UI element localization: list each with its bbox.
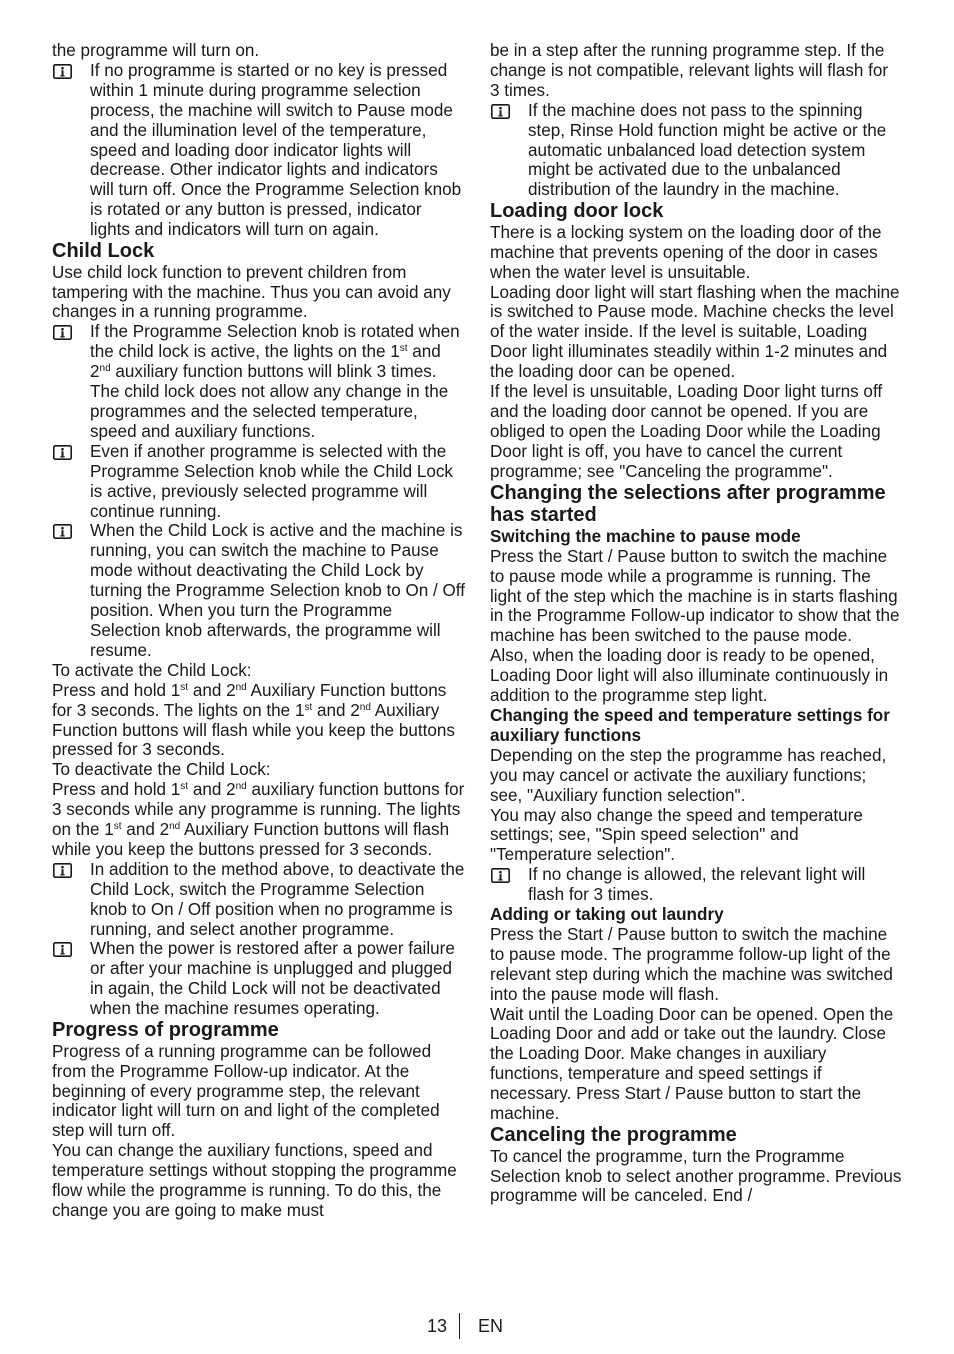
- info-note: [52, 860, 466, 940]
- info-icon: [53, 863, 72, 878]
- note-text: When the Child Lock is active and the machine is running, you can switch the machine to Pause mode without deactivating the Child Lock by turning the Programme Selection knob to On / Off position. When you turn the Programme Selection knob afterwards, the programme will resume.: [90, 521, 465, 660]
- note-text: If the Programme Selection knob is rotated when the child lock is active, the lights on the 1st and 2nd auxiliary function buttons will blink 3 times. The child lock does not allow any change in the programmes and the selected temperature, speed and auxiliary functions.: [90, 322, 460, 441]
- note-text: If no change is allowed, the relevant light will flash for 3 times.: [528, 865, 866, 905]
- info-note: [52, 521, 466, 660]
- info-icon: [53, 942, 72, 957]
- right-column: [490, 41, 902, 1206]
- section-heading-progress: Progress of programme: [52, 1019, 279, 1042]
- paragraph: You can change the auxiliary functions, speed and temperature settings without stopping the programme flow while the programme is running. To do this, the change you are going to make must: [52, 1141, 457, 1220]
- subheading-laundry: Adding or taking out laundry: [490, 905, 724, 925]
- info-icon: [491, 104, 510, 119]
- paragraph: Loading door light will start flashing when the machine is switched to Pause mode. Machine checks the level of the water inside. If the level is suitable, Loading Door light illuminates steadily within 1-2 minutes and the loading door can be opened.: [490, 282, 900, 382]
- info-icon: [491, 868, 510, 883]
- paragraph: Also, when the loading door is ready to be opened, Loading Door light will also illuminate continuously in addition to the programme step light.: [490, 646, 889, 706]
- paragraph: If the level is unsuitable, Loading Door light turns off and the loading door cannot be opened. If you are obliged to open the Loading Door while the Loading Door light is off, you have to cancel the current programme; see "Canceling the programme".: [490, 382, 883, 481]
- paragraph: Use child lock function to prevent children from tampering with the machine. Thus you can avoid any changes in a running programme.: [52, 262, 451, 322]
- info-icon: [53, 524, 72, 539]
- info-note: [490, 865, 902, 905]
- note-text: Even if another programme is selected with the Programme Selection knob while the Child Lock is active, previously selected programme will continue running.: [90, 441, 453, 521]
- subheading-pause: Switching the machine to pause mode: [490, 526, 801, 546]
- left-column: [52, 41, 466, 1221]
- section-heading-cancel: Canceling the programme: [490, 1124, 737, 1146]
- section-heading-changing: Changing the selections after programme has started: [490, 481, 886, 527]
- note-text: When the power is restored after a power failure or after your machine is unplugged and plugged in again, the Child Lock will not be deactivated when the machine resumes operating.: [90, 939, 455, 1019]
- paragraph: To activate the Child Lock:: [52, 660, 252, 680]
- paragraph: Depending on the step the programme has reached, you may cancel or activate the auxiliary functions; see, "Auxiliary function selection".: [490, 745, 887, 805]
- note-text: In addition to the method above, to deactivate the Child Lock, switch the Programme Selection knob to On / Off position when no programme is running, and select another programme.: [90, 859, 465, 939]
- section-heading-door-lock: Loading door lock: [490, 200, 664, 223]
- language-code: EN: [478, 1316, 504, 1336]
- info-note: [490, 101, 902, 201]
- info-icon: [53, 325, 72, 340]
- paragraph: Press and hold 1st and 2nd auxiliary function buttons for 3 seconds while any programme is running. The lights on the 1st and 2nd Auxiliary Function buttons will flash while you keep the buttons pressed for 3 seconds.: [52, 780, 465, 859]
- page-number: 13: [426, 1316, 447, 1336]
- note-text: If no programme is started or no key is pressed within 1 minute during programme selection process, the machine will switch to Pause mode and the illumination level of the temperature, speed and loading door indicator lights will decrease. Other indicator lights and indicators will turn off. Once the Programme Selection knob is rotated or any button is pressed, indicator lights and indicators will turn on again.: [90, 60, 462, 240]
- paragraph: There is a locking system on the loading door of the machine that prevents opening of the door in cases when the water level is unsuitable.: [490, 222, 882, 282]
- paragraph: Wait until the Loading Door can be opened. Open the Loading Door and add or take out the laundry. Close the Loading Door. Make changes in auxiliary functions, temperature and speed settings if necessary. Press Start / Pause button to start the machine.: [490, 1004, 894, 1124]
- paragraph: Press the Start / Pause button to switch the machine to pause mode while a programme is running. The light of the step which the machine is in starts flashing in the Programme Follow-up indicator to show that the machine has been switched to the pause mode.: [490, 546, 900, 646]
- info-note: [52, 442, 466, 522]
- subheading-speed: Changing the speed and temperature settings for auxiliary functions: [490, 705, 890, 745]
- paragraph: You may also change the speed and temperature settings; see, "Spin speed selection" and "Temperature selection".: [490, 805, 863, 865]
- info-note: [52, 61, 466, 240]
- paragraph: Press and hold 1st and 2nd Auxiliary Function buttons for 3 seconds. The lights on the 1st and 2nd Auxiliary Function buttons will flash while you keep the buttons pressed for 3 seconds.: [52, 680, 455, 760]
- page-footer: [0, 1313, 954, 1339]
- info-note: [52, 322, 466, 441]
- section-heading-child-lock: Child Lock: [52, 240, 155, 263]
- paragraph: Progress of a running programme can be followed from the Programme Follow-up indicator. At the beginning of every programme step, the relevant indicator light will turn on and light of the completed step will turn off.: [52, 1041, 440, 1141]
- paragraph: Press the Start / Pause button to switch the machine to pause mode. The programme follow-up light of the relevant step during which the machine was switched into the pause mode will flash.: [490, 924, 893, 1004]
- note-text: If the machine does not pass to the spinning step, Rinse Hold function might be active or the automatic unbalanced load detection system might be activated due to the unbalanced distribution of the laundry in the machine.: [528, 100, 887, 200]
- info-icon: [53, 64, 72, 79]
- paragraph: To cancel the programme, turn the Programme Selection knob to select another programme. Previous programme will be canceled. End /: [490, 1146, 902, 1206]
- info-icon: [53, 445, 72, 460]
- paragraph: To deactivate the Child Lock:: [52, 760, 271, 780]
- paragraph: the programme will turn on.: [52, 41, 260, 60]
- footer-divider: [459, 1313, 460, 1339]
- info-note: [52, 939, 466, 1019]
- paragraph: be in a step after the running programme step. If the change is not compatible, relevant lights will flash for 3 times.: [490, 41, 889, 100]
